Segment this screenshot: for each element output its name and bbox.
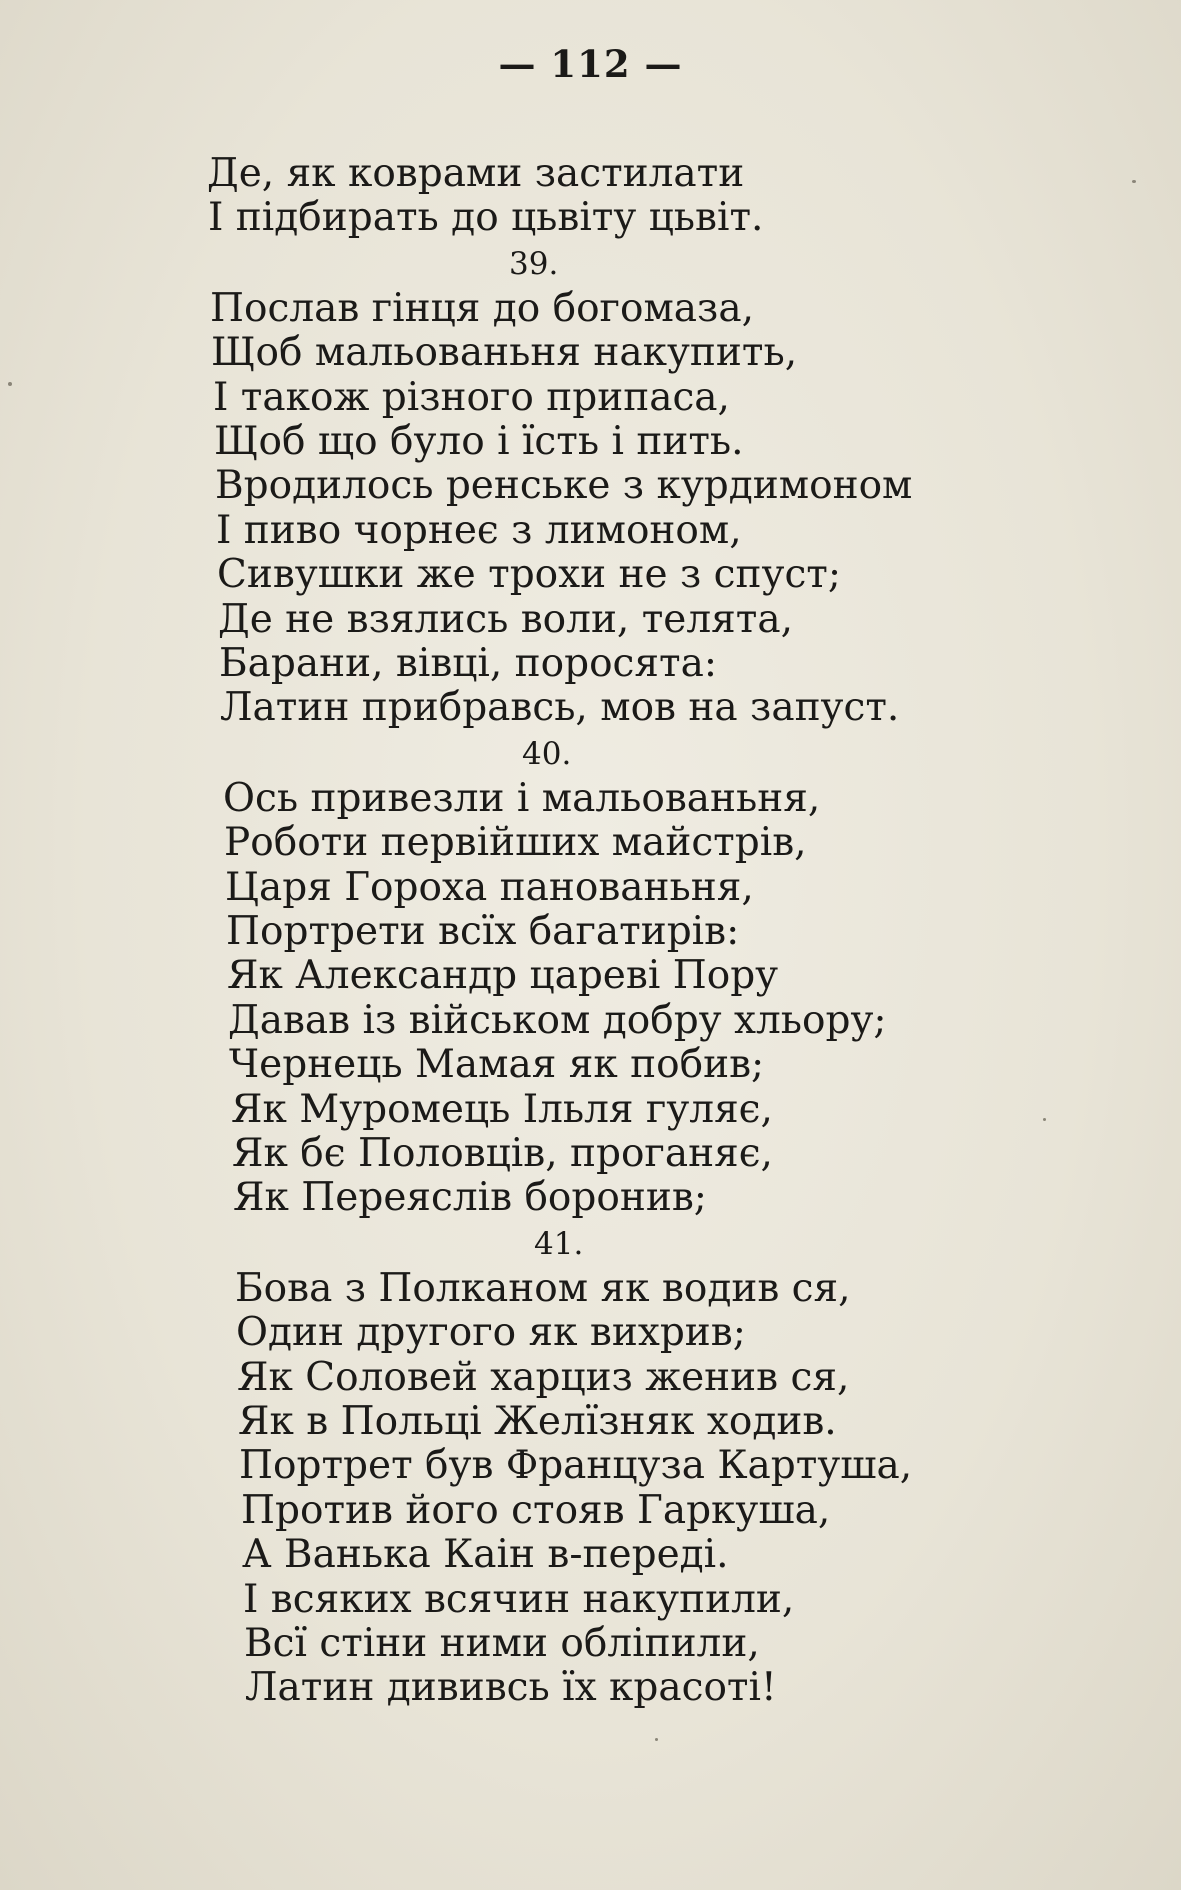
verse-line: Як Александр цареві Пору xyxy=(227,953,779,998)
verse-line: Бова з Полканом як водив ся, xyxy=(235,1266,851,1311)
verse-line: Чернець Мамая як побив; xyxy=(229,1042,765,1087)
verse-line: Вродилось ренське з курдимоном xyxy=(215,463,913,508)
verse-line: Як в Польці Желїзняк ходив. xyxy=(238,1399,837,1444)
verse-line: Щоб мальованьня накупить, xyxy=(211,330,798,375)
paper-speck xyxy=(8,382,12,386)
stanza-number: 41. xyxy=(534,1226,584,1262)
verse-line: Портрети всїх багатирів: xyxy=(226,909,740,954)
verse-line: Послав гінця до богомаза, xyxy=(210,286,754,331)
verse-line: І також різного припаса, xyxy=(213,375,730,420)
verse-line: Як Муромець Ільля гуляє, xyxy=(231,1087,773,1132)
verse-line: Латин дививсь їх красоті! xyxy=(245,1665,777,1710)
paper-speck xyxy=(1043,1118,1046,1121)
verse-line: І пиво чорнеє з лимоном, xyxy=(216,508,742,553)
verse-line: А Ванька Каін в-переді. xyxy=(242,1532,729,1577)
verse-line: І всяких всячин накупили, xyxy=(243,1577,795,1622)
paper-speck xyxy=(655,1738,658,1741)
verse-line: Против його стояв Гаркуша, xyxy=(241,1488,831,1533)
verse-line: Де, як коврами застилати xyxy=(207,151,745,196)
verse-line: Барани, вівці, поросята: xyxy=(219,641,717,686)
verse-line: Де не взялись воли, телята, xyxy=(218,597,793,642)
verse-line: Давав із військом добру хльору; xyxy=(228,998,887,1043)
verse-line: Один другого як вихрив; xyxy=(236,1310,746,1355)
page-number: — 112 — xyxy=(498,42,683,86)
verse-line: Портрет був Француза Картуша, xyxy=(239,1443,913,1488)
verse-line: Як бє Половців, проганяє, xyxy=(232,1131,773,1176)
stanza-number: 40. xyxy=(522,736,572,772)
verse-line: Роботи первійших майстрів, xyxy=(224,820,807,865)
verse-line: Латин прибравсь, мов на запуст. xyxy=(220,685,900,730)
verse-line: Царя Гороха панованьня, xyxy=(225,865,754,910)
stanza-number: 39. xyxy=(509,246,559,282)
verse-line: Ось привезли і мальованьня, xyxy=(223,776,821,821)
verse-line: Як Соловей харциз женив ся, xyxy=(237,1355,850,1400)
verse-line: Щоб що було і їсть і пить. xyxy=(214,419,744,464)
verse-line: І підбирать до цьвіту цьвіт. xyxy=(208,195,764,240)
verse-line: Всї стіни ними обліпили, xyxy=(244,1621,760,1666)
verse-line: Сивушки же трохи не з спуст; xyxy=(217,552,841,597)
paper-speck xyxy=(1132,180,1136,183)
verse-line: Як Переяслів боронив; xyxy=(233,1175,707,1220)
